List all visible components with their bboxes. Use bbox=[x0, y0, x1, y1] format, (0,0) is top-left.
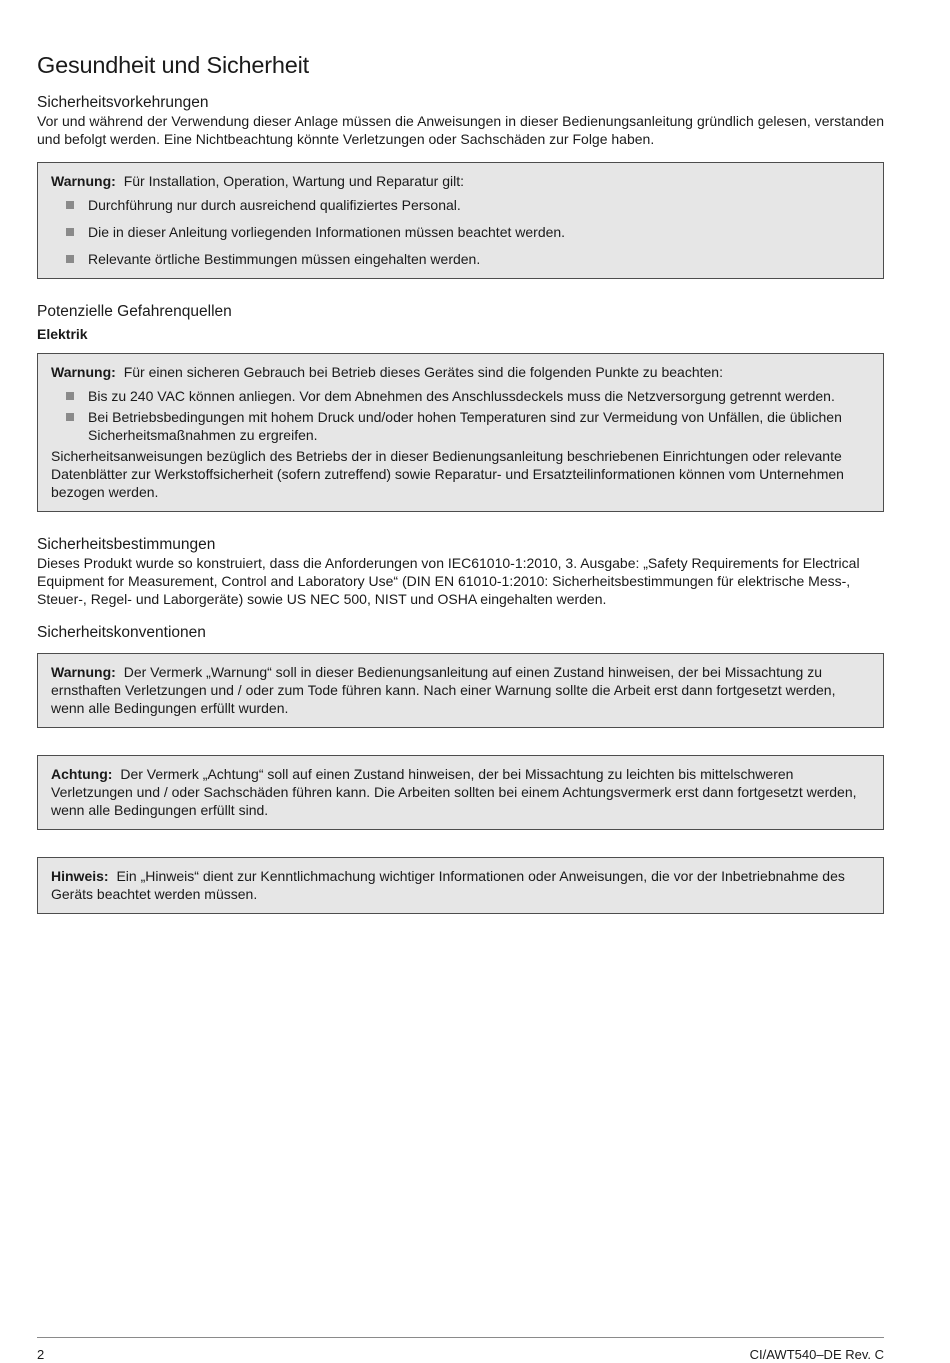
convention-caution-text: Der Vermerk „Achtung“ soll auf einen Zustand hinweisen, der bei Missachtung zu leichten bis mittelschweren Verletzungen und / oder Sachschäden führen kann. Die Arbeiten sollten bei einem Achtungsvermerk erst dann fortgesetzt werden, wenn alle Bedingungen erfüllt sind. bbox=[51, 766, 857, 818]
convention-box-caution bbox=[37, 755, 884, 830]
square-bullet-icon bbox=[66, 201, 74, 209]
convention-note-text: Ein „Hinweis“ dient zur Kenntlichmachung wichtiger Informationen oder Anweisungen, die vor der Inbetriebnahme des Geräts beachtet werden müssen. bbox=[51, 868, 845, 902]
section-heading-precautions: Sicherheitsvorkehrungen bbox=[37, 94, 209, 111]
warning-intro bbox=[51, 172, 870, 190]
regulations-text: Dieses Produkt wurde so konstruiert, dass die Anforderungen von IEC61010-1:2010, 3. Ausgabe: „Safety Requirements for Electrical Equipment for Measurement, Control and Laboratory Use“ (DIN EN 61010-1:2010: Sicherheitsbestimmungen für elektrische Mess-, Steuer-, Regel- und Laborgeräte) sowie US NEC 500, NIST und OSHA eingehalten werden. bbox=[37, 555, 860, 607]
warning-label: Warnung: bbox=[51, 173, 116, 189]
page-footer bbox=[37, 1337, 884, 1362]
warning-box-electrical bbox=[37, 353, 884, 512]
list-item bbox=[51, 250, 870, 268]
subheading-electrical: Elektrik bbox=[37, 326, 88, 342]
warning-list bbox=[51, 387, 870, 444]
square-bullet-icon bbox=[66, 228, 74, 236]
convention-box-warning bbox=[37, 653, 884, 728]
note-label: Hinweis: bbox=[51, 868, 109, 884]
list-item-text: Relevante örtliche Bestimmungen müssen eingehalten werden. bbox=[88, 251, 481, 267]
square-bullet-icon bbox=[66, 413, 74, 421]
warning-list bbox=[51, 196, 870, 268]
page-content bbox=[37, 50, 884, 914]
list-item bbox=[51, 408, 870, 444]
square-bullet-icon bbox=[66, 255, 74, 263]
warning-label: Warnung: bbox=[51, 364, 116, 380]
list-item-text: Die in dieser Anleitung vorliegenden Informationen müssen beachtet werden. bbox=[88, 224, 566, 240]
warning-label: Warnung: bbox=[51, 664, 116, 680]
page-number: 2 bbox=[37, 1347, 45, 1362]
section-heading-regulations: Sicherheitsbestimmungen bbox=[37, 536, 216, 553]
convention-warning-text: Der Vermerk „Warnung“ soll in dieser Bedienungsanleitung auf einen Zustand hinweisen, der bei Missachtung zu ernsthaften Verletzungen und / oder zum Tode führen kann. Nach einer Warnung sollte die Arbeit erst dann fortgesetzt werden, wenn alle Bedingungen erfüllt wurden. bbox=[51, 664, 836, 716]
page-title: Gesundheit und Sicherheit bbox=[37, 52, 309, 78]
list-item-text: Bis zu 240 VAC können anliegen. Vor dem Abnehmen des Anschlussdeckels muss die Netzversorgung getrennt werden. bbox=[88, 388, 835, 404]
warning-intro bbox=[51, 363, 870, 381]
list-item-text: Bei Betriebsbedingungen mit hohem Druck und/oder hohen Temperaturen sind zur Vermeidung von Unfällen, die üblichen Sicherheitsmaßnahmen zu ergreifen. bbox=[88, 409, 842, 443]
warning-intro-text: Für Installation, Operation, Wartung und Reparatur gilt: bbox=[123, 173, 465, 189]
list-item bbox=[51, 387, 870, 405]
warning-intro-text: Für einen sicheren Gebrauch bei Betrieb dieses Gerätes sind die folgenden Punkte zu beachten: bbox=[123, 364, 723, 380]
document-id: CI/AWT540–DE Rev. C bbox=[749, 1347, 884, 1362]
square-bullet-icon bbox=[66, 392, 74, 400]
section-heading-hazards: Potenzielle Gefahrenquellen bbox=[37, 303, 232, 320]
list-item bbox=[51, 196, 870, 214]
caution-label: Achtung: bbox=[51, 766, 113, 782]
convention-box-note bbox=[37, 857, 884, 914]
warning-extra-text: Sicherheitsanweisungen bezüglich des Betriebs der in dieser Bedienungsanleitung beschriebenen Einrichtungen oder relevante Datenblätter zur Werkstoffsicherheit (sofern zutreffend) sowie Reparatur- und Ersatzteilinformationen können vom Unternehmen bezogen werden. bbox=[51, 448, 844, 500]
section-heading-conventions: Sicherheitskonventionen bbox=[37, 624, 206, 641]
list-item bbox=[51, 223, 870, 241]
list-item-text: Durchführung nur durch ausreichend qualifiziertes Personal. bbox=[88, 197, 461, 213]
precautions-text: Vor und während der Verwendung dieser Anlage müssen die Anweisungen in dieser Bedienungsanleitung gründlich gelesen, verstanden und befolgt werden. Eine Nichtbeachtung könnte Verletzungen oder Sachschäden zur Folge haben. bbox=[37, 113, 884, 147]
warning-box-general bbox=[37, 162, 884, 279]
